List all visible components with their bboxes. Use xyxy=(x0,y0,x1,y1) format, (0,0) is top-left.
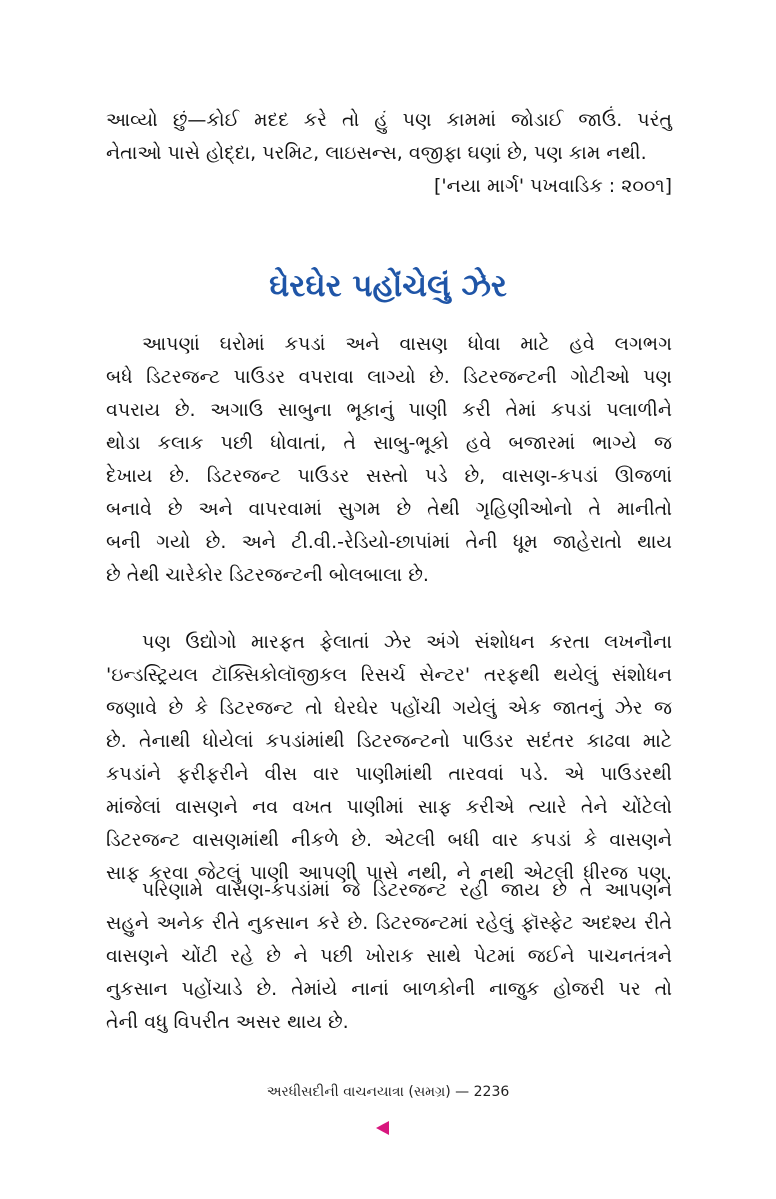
intro-line: નેતાઓ પાસે હોદ્દા, પરમિટ, લાઇસન્સ, વજીફા ઘણાં છે, પણ કામ નથી. xyxy=(106,142,647,164)
paragraph-line: છે તેથી ચારેકોર ડિટરજન્ટની બોલબાલા છે. xyxy=(106,564,429,586)
paragraph xyxy=(106,874,672,1039)
page-footer: અરધીસદીની વાચનયાત્રા (સમગ્ર) — 2236 xyxy=(266,1084,510,1100)
source-citation: ['નયા માર્ગ' પખવાડિક : ૨૦૦૧] xyxy=(433,175,672,197)
paragraph xyxy=(106,626,672,890)
paragraph-line: માંજેલાં વાસણને નવ વખત પાણીમાં સાફ કરીએ ત્યારે તેને ચોંટેલો xyxy=(106,796,672,818)
paragraph-line: 'ઇન્ડસ્ટ્રિયલ ટૉક્સિકોલૉજીકલ રિસર્ચ સેન્ટર' તરફથી થયેલું સંશોધન xyxy=(106,664,672,686)
intro-text xyxy=(106,104,672,203)
paragraph-line: બધે ડિટરજન્ટ પાઉડર વપરાવા લાગ્યો છે. ડિટરજન્ટની ગોટીઓ પણ xyxy=(106,366,672,388)
paragraph xyxy=(106,328,672,592)
paragraph-line: સહુને અનેક રીતે નુકસાન કરે છે. ડિટરજન્ટમાં રહેલું ફૉસ્ફેટ અદશ્ય રીતે xyxy=(106,912,672,934)
paragraph-line: પરિણામે વાસણ-કપડાંમાં જે ડિટરજન્ટ રહી જાય છે તે આપણને xyxy=(142,879,672,901)
paragraph-line: કપડાંને ફરીફરીને વીસ વાર પાણીમાંથી તારવવાં પડે. એ પાઉડરથી xyxy=(106,763,672,785)
paragraph-line: આપણાં ઘરોમાં કપડાં અને વાસણ ધોવા માટે હવે લગભગ xyxy=(142,333,672,355)
paragraph-line: બનાવે છે અને વાપરવામાં સુગમ છે તેથી ગૃહિણીઓનો તે માનીતો xyxy=(106,498,672,520)
paragraph-line: વપરાય છે. અગાઉ સાબુના ભૂકાનું પાણી કરી તેમાં કપડાં પલાળીને xyxy=(106,399,672,421)
paragraph-line: પણ ઉદ્યોગો મારફત ફેલાતાં ઝેર અંગે સંશોધન કરતા લખનૌના xyxy=(142,631,672,653)
paragraph-line: ડિટરજન્ટ વાસણમાંથી નીકળે છે. એટલી બધી વાર કપડાં કે વાસણને xyxy=(106,829,672,851)
paragraph-line: સાફ કરવા જેટલું પાણી આપણી પાસે નથી, ને નથી એટલી ધીરજ પણ. xyxy=(106,862,672,884)
paragraph-line: થોડા કલાક પછી ધોવાતાં, તે સાબુ-ભૂકો હવે બજારમાં ભાગ્યે જ xyxy=(106,432,672,454)
paragraph-line: તેની વધુ વિપરીત અસર થાય છે. xyxy=(106,1011,349,1033)
intro-line: આવ્યો છું—કોઈ મદદ કરે તો હું પણ કામમાં જોડાઈ જાઉં. પરંતુ xyxy=(106,109,672,131)
paragraph-line: જણાવે છે કે ડિટરજન્ટ તો ઘેરઘેર પહોંચી ગયેલું એક જાતનું ઝેર જ xyxy=(106,697,672,719)
paragraph-line: બની ગયો છે. અને ટી.વી.-રેડિયો-છાપાંમાં તેની ધૂમ જાહેરાતો થાય xyxy=(106,531,672,553)
previous-page-arrow-icon[interactable] xyxy=(376,1121,389,1135)
paragraph-line: નુકસાન પહોંચાડે છે. તેમાંયે નાનાં બાળકોની નાજુક હોજરી પર તો xyxy=(106,978,672,1000)
paragraph-line: વાસણને ચોંટી રહે છે ને પછી ખોરાક સાથે પેટમાં જઈને પાચનતંત્રને xyxy=(106,945,672,967)
paragraph-line: દેખાય છે. ડિટરજન્ટ પાઉડર સસ્તો પડે છે, વાસણ-કપડાં ઊજળાં xyxy=(106,465,672,487)
paragraph-line: છે. તેનાથી ધોયેલાં કપડાંમાંથી ડિટરજન્ટનો પાઉડર સદંતર કાઢવા માટે xyxy=(106,730,672,752)
article-title: ઘેરઘેર પહોંચેલું ઝેર xyxy=(269,268,507,304)
